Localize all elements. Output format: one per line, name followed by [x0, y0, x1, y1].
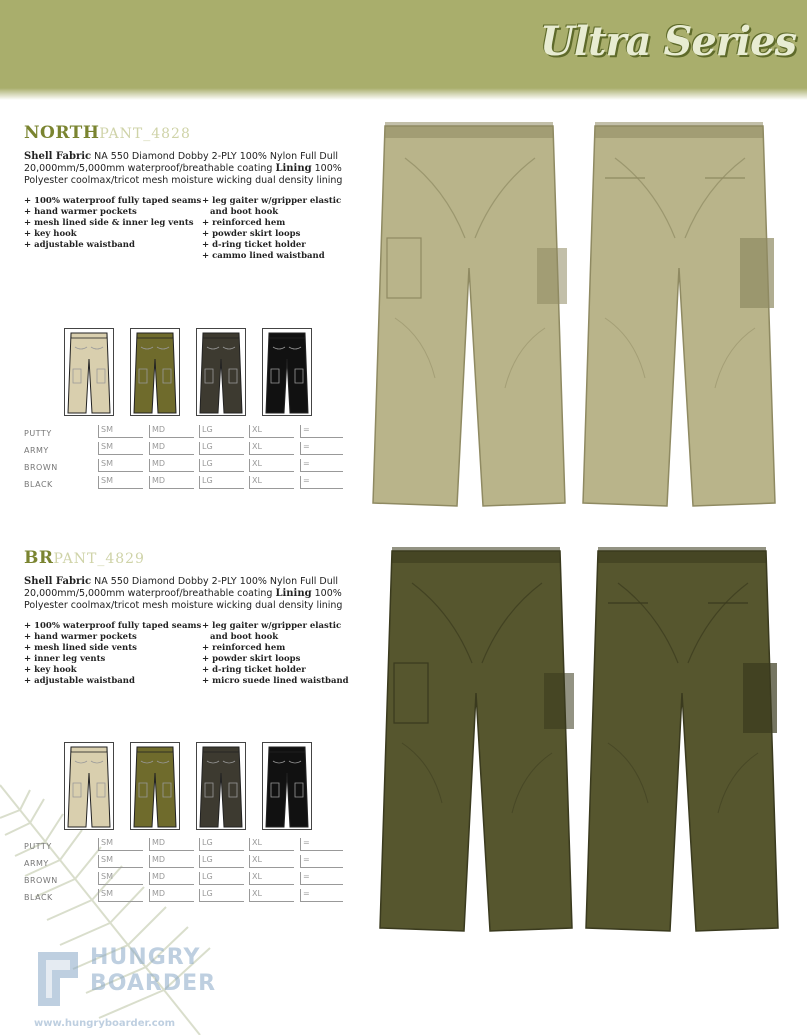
- feature-list-left: [24, 621, 202, 687]
- size-cell[interactable]: [249, 442, 294, 455]
- total-label: =: [303, 838, 310, 847]
- color-label: BROWN: [24, 876, 58, 885]
- size-cell[interactable]: [199, 889, 244, 902]
- total-cell[interactable]: [300, 838, 343, 851]
- product-code: PANT_4829: [53, 551, 145, 567]
- order-grid-north: [24, 425, 344, 493]
- size-cell[interactable]: [199, 855, 244, 868]
- size-cell[interactable]: [199, 476, 244, 489]
- size-cell[interactable]: [199, 442, 244, 455]
- size-cell[interactable]: [249, 476, 294, 489]
- size-cell[interactable]: [98, 872, 143, 885]
- order-row: [24, 855, 344, 872]
- order-row: [24, 442, 344, 459]
- size-label: XL: [252, 889, 262, 898]
- color-label: BROWN: [24, 463, 58, 472]
- pants-photo-icon: [575, 118, 785, 513]
- size-label: XL: [252, 872, 262, 881]
- pant-sketch-icon: [131, 743, 179, 829]
- feature-item: + reinforced hem: [202, 643, 352, 654]
- product-name: NORTH: [24, 123, 100, 143]
- pant-sketch-icon: [197, 329, 245, 415]
- lining-label: Lining: [275, 163, 312, 174]
- size-label: XL: [252, 425, 262, 434]
- color-label: PUTTY: [24, 842, 52, 851]
- watermark-line1: HUNGRY: [90, 945, 201, 970]
- feature-item: + adjustable waistband: [24, 676, 202, 687]
- size-label: XL: [252, 838, 262, 847]
- size-cell[interactable]: [98, 459, 143, 472]
- total-label: =: [303, 425, 310, 434]
- size-cell[interactable]: [98, 889, 143, 902]
- size-cell[interactable]: [149, 889, 194, 902]
- size-cell[interactable]: [149, 872, 194, 885]
- feature-item: + key hook: [24, 665, 202, 676]
- size-cell[interactable]: [149, 476, 194, 489]
- feature-item: + key hook: [24, 229, 202, 240]
- size-label: XL: [252, 855, 262, 864]
- photo-north-back: [575, 118, 785, 513]
- total-label: =: [303, 889, 310, 898]
- color-label: BLACK: [24, 893, 53, 902]
- feature-item: + leg gaiter w/gripper elastic and boot hook: [202, 621, 352, 643]
- order-row: [24, 425, 344, 442]
- size-label: MD: [152, 476, 166, 485]
- total-label: =: [303, 855, 310, 864]
- feature-item: + 100% waterproof fully taped seams: [24, 196, 202, 207]
- size-cell[interactable]: [98, 425, 143, 438]
- size-cell[interactable]: [249, 459, 294, 472]
- total-cell[interactable]: [300, 889, 343, 902]
- size-label: MD: [152, 872, 166, 881]
- feature-list-right: [202, 621, 352, 687]
- size-cell[interactable]: [98, 442, 143, 455]
- size-label: LG: [202, 838, 213, 847]
- total-label: =: [303, 459, 310, 468]
- total-cell[interactable]: [300, 476, 343, 489]
- feature-list: [24, 621, 354, 687]
- size-label: MD: [152, 855, 166, 864]
- size-cell[interactable]: [199, 872, 244, 885]
- total-cell[interactable]: [300, 459, 343, 472]
- watermark-url: www.hungryboarder.com: [34, 1018, 176, 1029]
- product-north: [24, 123, 354, 262]
- size-cell[interactable]: [98, 855, 143, 868]
- size-label: MD: [152, 425, 166, 434]
- feature-item: + d-ring ticket holder: [202, 665, 352, 676]
- product-title: [24, 548, 354, 568]
- color-swatches-br: [64, 742, 312, 830]
- swatch-putty: [64, 742, 114, 830]
- series-logo: Ultra Series: [540, 18, 797, 65]
- lining-text: 100% Polyester coolmax/tricot mesh moisture wicking dual density lining: [24, 163, 343, 186]
- size-label: LG: [202, 442, 213, 451]
- size-cell[interactable]: [98, 476, 143, 489]
- size-cell[interactable]: [249, 425, 294, 438]
- size-cell[interactable]: [249, 872, 294, 885]
- size-label: SM: [101, 889, 113, 898]
- lining-label: Lining: [275, 588, 312, 599]
- feature-item: + hand warmer pockets: [24, 207, 202, 218]
- shell-label: Shell Fabric: [24, 151, 92, 162]
- color-swatches-north: [64, 328, 312, 416]
- shell-text: NA 550 Diamond Dobby 2-PLY 100% Nylon Full Dull 20,000mm/5,000mm waterproof/breathable coating: [24, 576, 339, 599]
- photo-br-back: [578, 543, 788, 938]
- photo-br-front: [372, 543, 582, 938]
- size-cell[interactable]: [199, 459, 244, 472]
- shell-label: Shell Fabric: [24, 576, 92, 587]
- order-row: [24, 476, 344, 493]
- size-label: SM: [101, 459, 113, 468]
- product-code: PANT_4828: [99, 126, 191, 142]
- size-label: SM: [101, 476, 113, 485]
- color-label: ARMY: [24, 859, 49, 868]
- size-label: SM: [101, 838, 113, 847]
- pant-sketch-icon: [65, 743, 113, 829]
- size-cell[interactable]: [149, 855, 194, 868]
- photo-north-front: [365, 118, 575, 513]
- swatch-black: [262, 328, 312, 416]
- feature-list-left: [24, 196, 202, 262]
- order-grid-br: [24, 838, 344, 906]
- size-label: SM: [101, 425, 113, 434]
- total-cell[interactable]: [300, 425, 343, 438]
- shell-text: NA 550 Diamond Dobby 2-PLY 100% Nylon Full Dull 20,000mm/5,000mm waterproof/breathable coating: [24, 151, 339, 174]
- size-cell[interactable]: [199, 425, 244, 438]
- swatch-brown: [196, 328, 246, 416]
- feature-item: + mesh lined side vents: [24, 643, 202, 654]
- size-label: XL: [252, 476, 262, 485]
- feature-item: + leg gaiter w/gripper elastic and boot hook: [202, 196, 352, 218]
- size-label: LG: [202, 855, 213, 864]
- total-label: =: [303, 476, 310, 485]
- pants-photo-icon: [372, 543, 582, 938]
- feature-item: + hand warmer pockets: [24, 632, 202, 643]
- size-cell[interactable]: [149, 459, 194, 472]
- size-label: LG: [202, 459, 213, 468]
- size-label: XL: [252, 459, 262, 468]
- feature-list-right: [202, 196, 352, 262]
- feature-item: + d-ring ticket holder: [202, 240, 352, 251]
- feature-item: + inner leg vents: [24, 654, 202, 665]
- product-name: BR: [24, 548, 54, 568]
- feature-item: + reinforced hem: [202, 218, 352, 229]
- pant-sketch-icon: [263, 743, 311, 829]
- size-label: MD: [152, 459, 166, 468]
- pants-photo-icon: [578, 543, 788, 938]
- size-label: LG: [202, 872, 213, 881]
- size-label: MD: [152, 838, 166, 847]
- product-title: [24, 123, 354, 143]
- pant-sketch-icon: [65, 329, 113, 415]
- size-label: SM: [101, 855, 113, 864]
- total-label: =: [303, 442, 310, 451]
- order-row: [24, 838, 344, 855]
- lining-text: 100% Polyester coolmax/tricot mesh moisture wicking dual density lining: [24, 588, 343, 611]
- size-label: LG: [202, 425, 213, 434]
- swatch-black: [262, 742, 312, 830]
- order-row: [24, 459, 344, 476]
- total-cell[interactable]: [300, 442, 343, 455]
- total-cell[interactable]: [300, 855, 343, 868]
- order-row: [24, 872, 344, 889]
- size-label: LG: [202, 476, 213, 485]
- feature-list: [24, 196, 354, 262]
- pant-sketch-icon: [263, 329, 311, 415]
- feature-item: + 100% waterproof fully taped seams: [24, 621, 202, 632]
- pants-photo-icon: [365, 118, 575, 513]
- feature-item: + mesh lined side & inner leg vents: [24, 218, 202, 229]
- product-br: [24, 548, 354, 687]
- size-label: MD: [152, 889, 166, 898]
- size-cell[interactable]: [249, 855, 294, 868]
- pant-sketch-icon: [131, 329, 179, 415]
- product-spec: [24, 576, 354, 612]
- feature-item: + powder skirt loops: [202, 229, 352, 240]
- feature-item: + powder skirt loops: [202, 654, 352, 665]
- swatch-brown: [196, 742, 246, 830]
- size-cell[interactable]: [249, 838, 294, 851]
- size-label: LG: [202, 889, 213, 898]
- feature-item: + micro suede lined waistband: [202, 676, 352, 687]
- feature-item: + cammo lined waistband: [202, 251, 352, 262]
- swatch-army: [130, 328, 180, 416]
- size-label: XL: [252, 442, 262, 451]
- product-spec: [24, 151, 354, 187]
- watermark-logo-icon: [34, 948, 82, 1010]
- size-cell[interactable]: [149, 838, 194, 851]
- size-cell[interactable]: [149, 425, 194, 438]
- color-label: BLACK: [24, 480, 53, 489]
- size-label: SM: [101, 442, 113, 451]
- size-cell[interactable]: [199, 838, 244, 851]
- size-label: MD: [152, 442, 166, 451]
- watermark: [34, 940, 217, 1035]
- watermark-line2: BOARDER: [90, 971, 217, 996]
- total-label: =: [303, 872, 310, 881]
- pant-sketch-icon: [197, 743, 245, 829]
- size-cell[interactable]: [149, 442, 194, 455]
- size-cell[interactable]: [98, 838, 143, 851]
- swatch-putty: [64, 328, 114, 416]
- feature-item: + adjustable waistband: [24, 240, 202, 251]
- color-label: ARMY: [24, 446, 49, 455]
- total-cell[interactable]: [300, 872, 343, 885]
- order-row: [24, 889, 344, 906]
- size-cell[interactable]: [249, 889, 294, 902]
- color-label: PUTTY: [24, 429, 52, 438]
- swatch-army: [130, 742, 180, 830]
- size-label: SM: [101, 872, 113, 881]
